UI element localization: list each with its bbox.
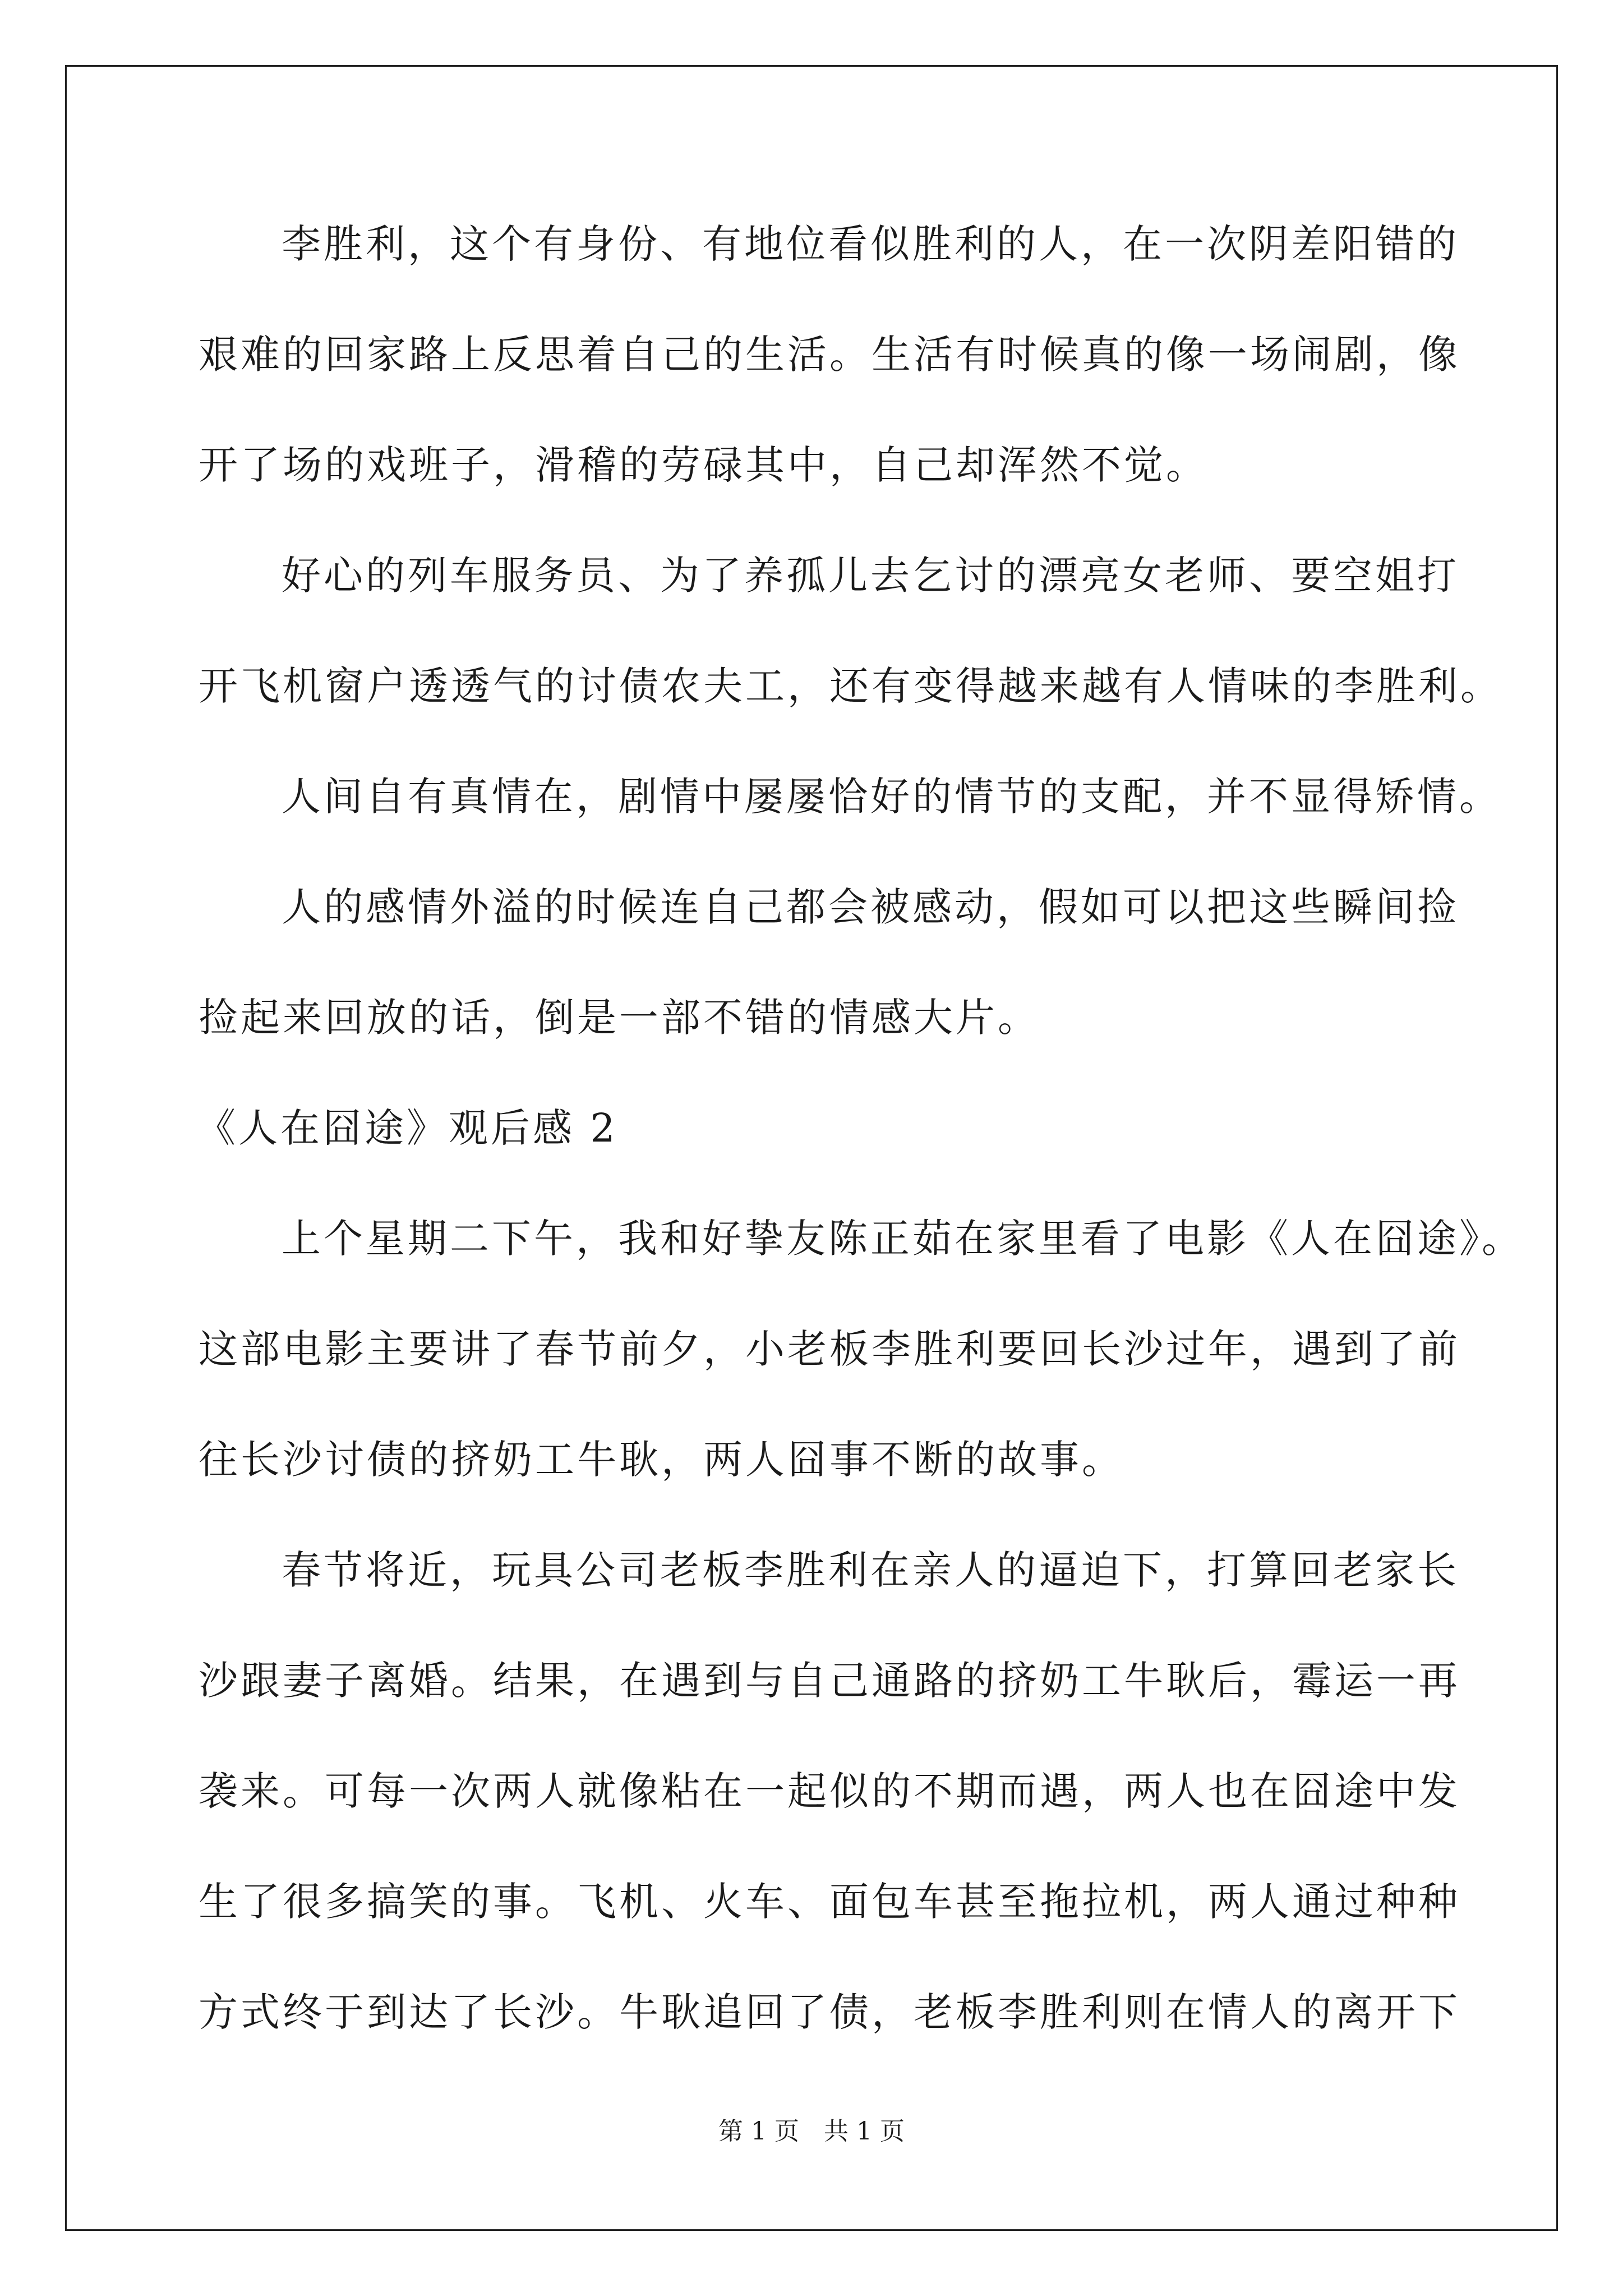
paragraph-5-line-1: 上个星期二下午，我和好挚友陈正茹在家里看了电影《人在囧途》。 — [282, 1216, 1524, 1262]
paragraph-5-line-3: 往长沙讨债的挤奶工牛耿，两人囧事不断的故事。 — [199, 1437, 1124, 1483]
paragraph-4-line-2: 捡起来回放的话，倒是一部不错的情感大片。 — [199, 995, 1040, 1041]
paragraph-6-line-2: 沙跟妻子离婚。结果，在遇到与自己通路的挤奶工牛耿后，霉运一再 — [199, 1658, 1460, 1704]
paragraph-1-line-3: 开了场的戏班子，滑稽的劳碌其中，自己却浑然不觉。 — [199, 442, 1208, 488]
paragraph-2-line-2: 开飞机窗户透透气的讨债农夫工，还有变得越来越有人情味的李胜利。 — [199, 663, 1502, 709]
paragraph-2-line-1: 好心的列车服务员、为了养孤儿去乞讨的漂亮女老师、要空姐打 — [282, 553, 1459, 599]
paragraph-6-line-3: 袭来。可每一次两人就像粘在一起似的不期而遇，两人也在囧途中发 — [199, 1768, 1460, 1814]
paragraph-6-line-4: 生了很多搞笑的事。飞机、火车、面包车甚至拖拉机，两人通过种种 — [199, 1879, 1460, 1925]
page-number-total: 共 1 页 — [824, 2117, 905, 2146]
paragraph-1-line-1: 李胜利，这个有身份、有地位看似胜利的人，在一次阴差阳错的 — [282, 221, 1459, 267]
paragraph-3-line-1: 人间自有真情在，剧情中屡屡恰好的情节的支配，并不显得矫情。 — [282, 774, 1501, 820]
paragraph-1-line-2: 艰难的回家路上反思着自己的生活。生活有时候真的像一场闹剧，像 — [199, 332, 1460, 378]
paragraph-6-line-1: 春节将近，玩具公司老板李胜利在亲人的逼迫下，打算回老家长 — [282, 1547, 1459, 1593]
paragraph-4-line-1: 人的感情外溢的时候连自己都会被感动，假如可以把这些瞬间捡 — [282, 884, 1459, 930]
paragraph-5-line-2: 这部电影主要讲了春节前夕，小老板李胜利要回长沙过年，遇到了前 — [199, 1326, 1460, 1372]
page-footer — [0, 2115, 1623, 2148]
section-heading: 《人在囧途》观后感 2 — [196, 1105, 618, 1151]
page-number-current: 第 1 页 — [718, 2117, 799, 2146]
paragraph-6-line-5: 方式终于到达了长沙。牛耿追回了债，老板李胜利则在情人的离开下 — [199, 1989, 1460, 2035]
